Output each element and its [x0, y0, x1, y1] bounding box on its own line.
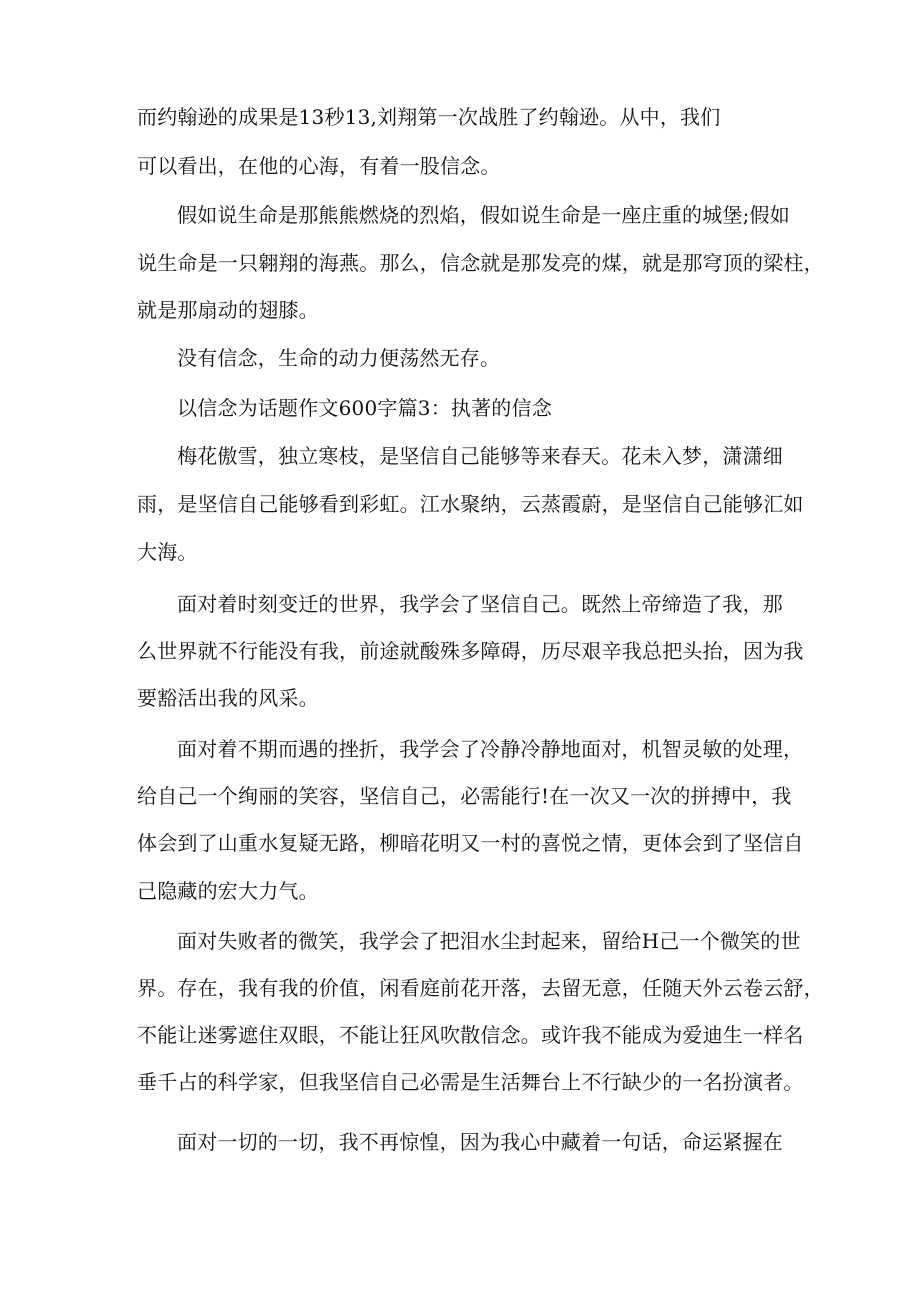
text-line: 要豁活出我的风采。 [137, 686, 319, 710]
text-line: 大海。 [137, 540, 198, 564]
paragraph-start: 假如说生命是那熊熊燃烧的烈焰，假如说生命是一座庄重的城堡;假如 [177, 203, 790, 227]
paragraph-start: 面对着时刻变迁的世界，我学会了坚信自己。既然上帝缔造了我，那 [177, 592, 783, 616]
text-line: 说生命是一只翱翔的海燕。那么，信念就是那发亮的煤，就是那穹顶的梁柱， [137, 251, 824, 275]
text-line: 己隐藏的宏大力气。 [137, 879, 319, 903]
text-line: 不能让迷雾遮住双眼，不能让狂风吹散信念。或许我不能成为爱迪生一样名 [137, 1023, 804, 1047]
text-line: 而约翰逊的成果是13秒13,刘翔第一次战胜了约翰逊。从中，我们 [137, 105, 721, 129]
text-line: 给自己一个绚丽的笑容，坚信自己，必需能行!在一次又一次的拼搏中，我 [137, 784, 792, 808]
section-heading: 以信念为话题作文600字篇3：执著的信念 [177, 396, 552, 420]
text-line: 雨，是坚信自己能够看到彩虹。江水聚纳，云蒸霞蔚，是坚信自己能够汇如 [137, 492, 804, 516]
text-line: 界。存在，我有我的价值，闲看庭前花开落，去留无意，任随天外云卷云舒， [137, 976, 824, 1000]
paragraph-start: 梅花傲雪，独立寒枝，是坚信自己能够等来春天。花未入梦，潇潇细 [177, 444, 783, 468]
text-line: 垂千占的科学家，但我坚信自己必需是生活舞台上不行缺少的一名扮演者。 [137, 1070, 804, 1094]
text-line: 体会到了山重水复疑无路，柳暗花明又一村的喜悦之情，更体会到了坚信自 [137, 831, 804, 855]
paragraph-start: 没有信念，生命的动力便荡然无存。 [177, 346, 501, 370]
text-line: 可以看出，在他的心海，有着一股信念。 [137, 154, 501, 178]
text-line: 么世界就不行能没有我，前途就酸殊多障碍，历尽艰辛我总把头抬，因为我 [137, 639, 804, 663]
paragraph-start: 面对一切的一切，我不再惊惶，因为我心中藏着一句话，命运紧握在 [177, 1130, 783, 1154]
paragraph-start: 面对失败者的微笑，我学会了把泪水尘封起来，留给H己一个微笑的世 [177, 929, 801, 953]
text-line: 就是那扇动的翅膝。 [137, 298, 319, 322]
paragraph-start: 面对着不期而遇的挫折，我学会了冷静冷静地面对，机智灵敏的处理， [177, 737, 804, 761]
